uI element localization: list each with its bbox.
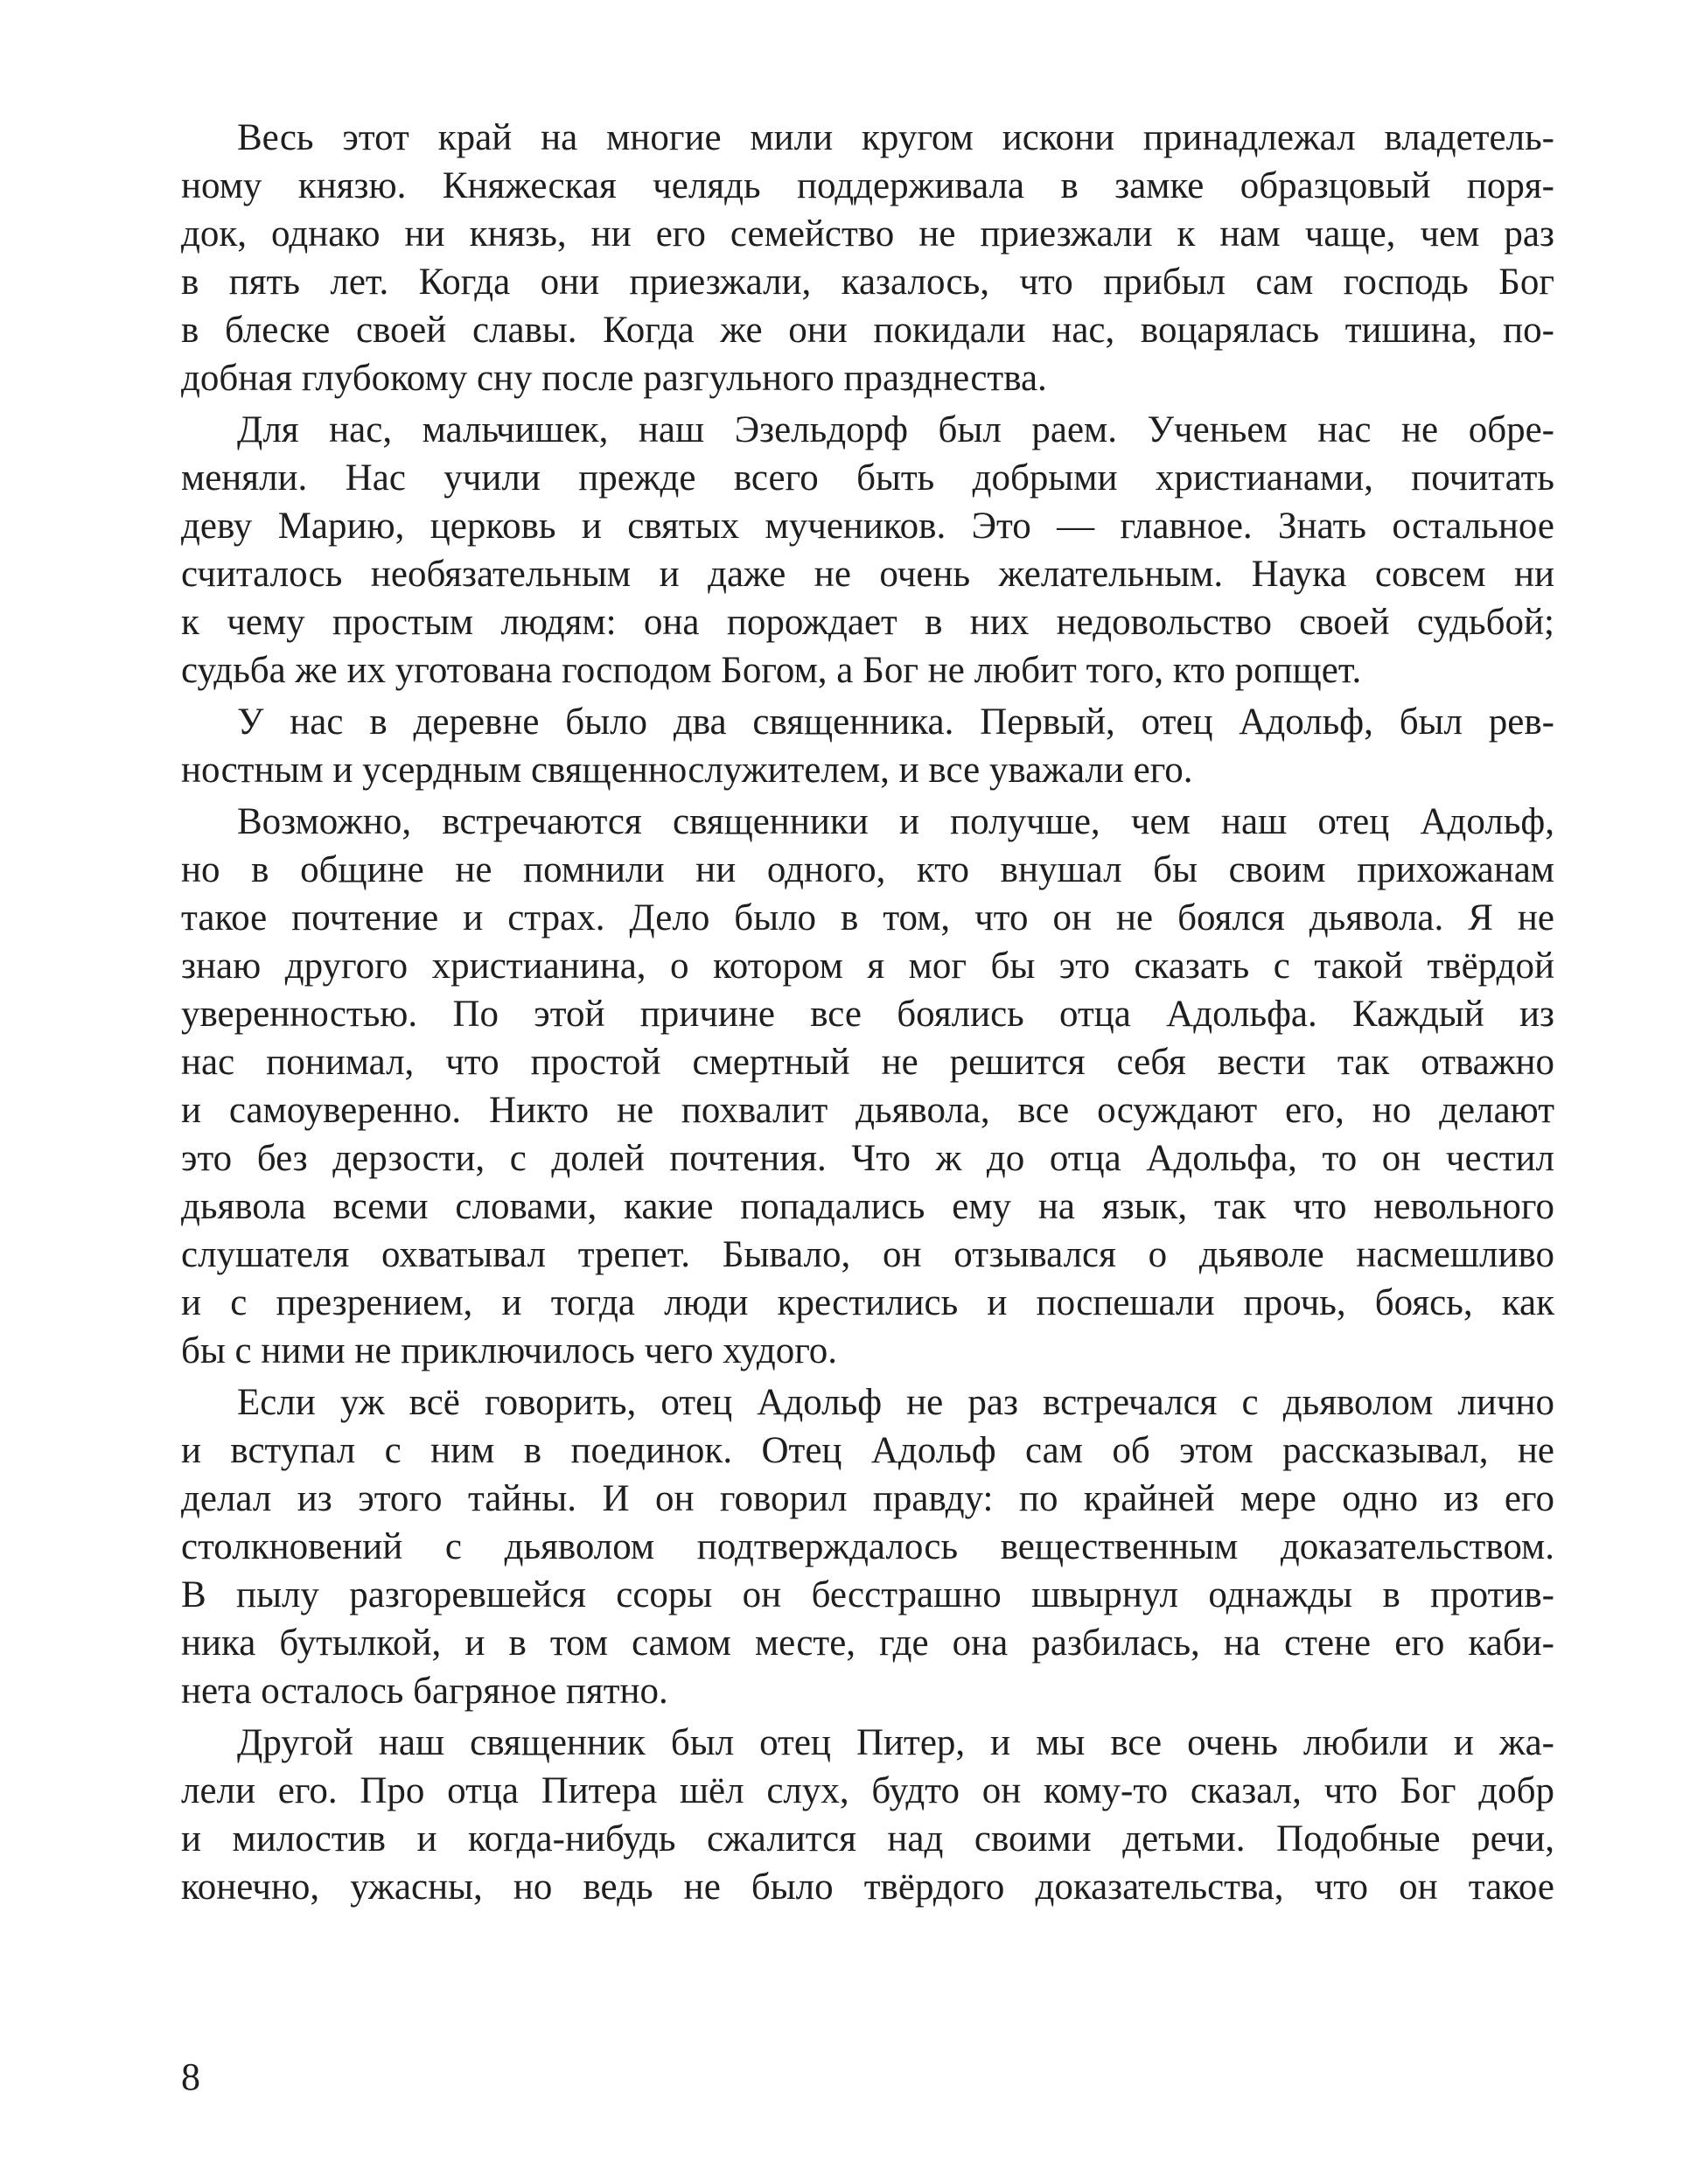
text-line: меняли. Нас учили прежде всего быть добрыми христианами, почитать bbox=[181, 457, 1554, 499]
text-line: делал из этого тайны. И он говорил правду: по крайней мере одно из его bbox=[181, 1478, 1554, 1519]
text-line: бы с ними не приключилось чего худого. bbox=[181, 1330, 838, 1371]
paragraph bbox=[181, 114, 1554, 402]
text-line: столкновений с дьяволом подтверждалось вещественным доказательством. bbox=[181, 1526, 1554, 1567]
text-line: У нас в деревне было два священника. Первый, отец Адольф, был рев- bbox=[237, 701, 1554, 743]
text-line: В пылу разгоревшейся ссоры он бесстрашно швырнул однажды в против- bbox=[181, 1574, 1554, 1615]
text-line: но в общине не помнили ни одного, кто внушал бы своим прихожанам bbox=[181, 849, 1554, 890]
text-line: ному князю. Княжеская челядь поддерживала в замке образцовый поря- bbox=[181, 165, 1554, 206]
text-line: деву Марию, церковь и святых мучеников. Это — главное. Знать остальное bbox=[181, 506, 1554, 547]
text-line: ностным и усердным священнослужителем, и все уважали его. bbox=[181, 750, 1193, 791]
text-line: Возможно, встречаются священники и получше, чем наш отец Адольф, bbox=[237, 801, 1554, 842]
text-line: дьявола всеми словами, какие попадались ему на язык, так что невольного bbox=[181, 1186, 1554, 1227]
text-line: судьба же их уготована господом Богом, а Бог не любит того, кто ропщет. bbox=[181, 650, 1362, 691]
text-line: в блеске своей славы. Когда же они покидали нас, воцарялась тишина, по- bbox=[181, 310, 1554, 351]
text-line: это без дерзости, с долей почтения. Что ж до отца Адольфа, то он честил bbox=[181, 1138, 1554, 1179]
paragraph bbox=[181, 1378, 1554, 1715]
text-line: такое почтение и страх. Дело было в том, что он не боялся дьявола. Я не bbox=[181, 897, 1554, 938]
text-line: нас понимал, что простой смертный не решится себя вести так отважно bbox=[181, 1042, 1554, 1083]
text-line: и с презрением, и тогда люди крестились и поспешали прочь, боясь, как bbox=[181, 1282, 1554, 1323]
text-line: и самоуверенно. Никто не похвалит дьявола, все осуждают его, но делают bbox=[181, 1090, 1554, 1131]
text-line: ника бутылкой, и в том самом месте, где она разбилась, на стене его каби- bbox=[181, 1622, 1554, 1664]
text-line: и вступал с ним в поединок. Отец Адольф сам об этом рассказывал, не bbox=[181, 1430, 1554, 1471]
text-line: и милостив и когда-нибудь сжалится над своими детьми. Подобные речи, bbox=[181, 1818, 1554, 1860]
text-line: в пять лет. Когда они приезжали, казалось, что прибыл сам господь Бог bbox=[181, 262, 1554, 303]
page-number: 8 bbox=[181, 2055, 200, 2098]
text-line: лели его. Про отца Питера шёл слух, будто он кому-то сказал, что Бог добр bbox=[181, 1770, 1554, 1811]
text-line: добная глубокому сну после разгульного празднества. bbox=[181, 358, 1047, 399]
text-line: Другой наш священник был отец Питер, и мы все очень любили и жа- bbox=[237, 1722, 1554, 1763]
text-line: уверенностью. По этой причине все боялись отца Адольфа. Каждый из bbox=[181, 994, 1554, 1035]
paragraph bbox=[181, 1719, 1554, 1911]
paragraph bbox=[181, 406, 1554, 694]
text-line: конечно, ужасны, но ведь не было твёрдого доказательства, что он такое bbox=[181, 1867, 1554, 1908]
text-line: нета осталось багряное пятно. bbox=[181, 1671, 668, 1712]
text-line: считалось необязательным и даже не очень желательным. Наука совсем ни bbox=[181, 554, 1554, 595]
paragraph bbox=[181, 798, 1554, 1375]
text-line: Для нас, мальчишек, наш Эзельдорф был раем. Ученьем нас не обре- bbox=[237, 409, 1554, 450]
text-line: док, однако ни князь, ни его семейство не приезжали к нам чаще, чем раз bbox=[181, 213, 1554, 255]
text-line: Если уж всё говорить, отец Адольф не раз встречался с дьяволом лично bbox=[237, 1382, 1554, 1423]
paragraph bbox=[181, 698, 1554, 794]
page-body bbox=[181, 114, 1554, 1911]
text-line: к чему простым людям: она порождает в них недовольство своей судьбой; bbox=[181, 602, 1554, 643]
text-line: слушателя охватывал трепет. Бывало, он отзывался о дьяволе насмешливо bbox=[181, 1234, 1554, 1275]
text-line: Весь этот край на многие мили кругом искони принадлежал владетель- bbox=[237, 117, 1554, 158]
text-line: знаю другого христианина, о котором я мог бы это сказать с такой твёрдой bbox=[181, 945, 1554, 987]
